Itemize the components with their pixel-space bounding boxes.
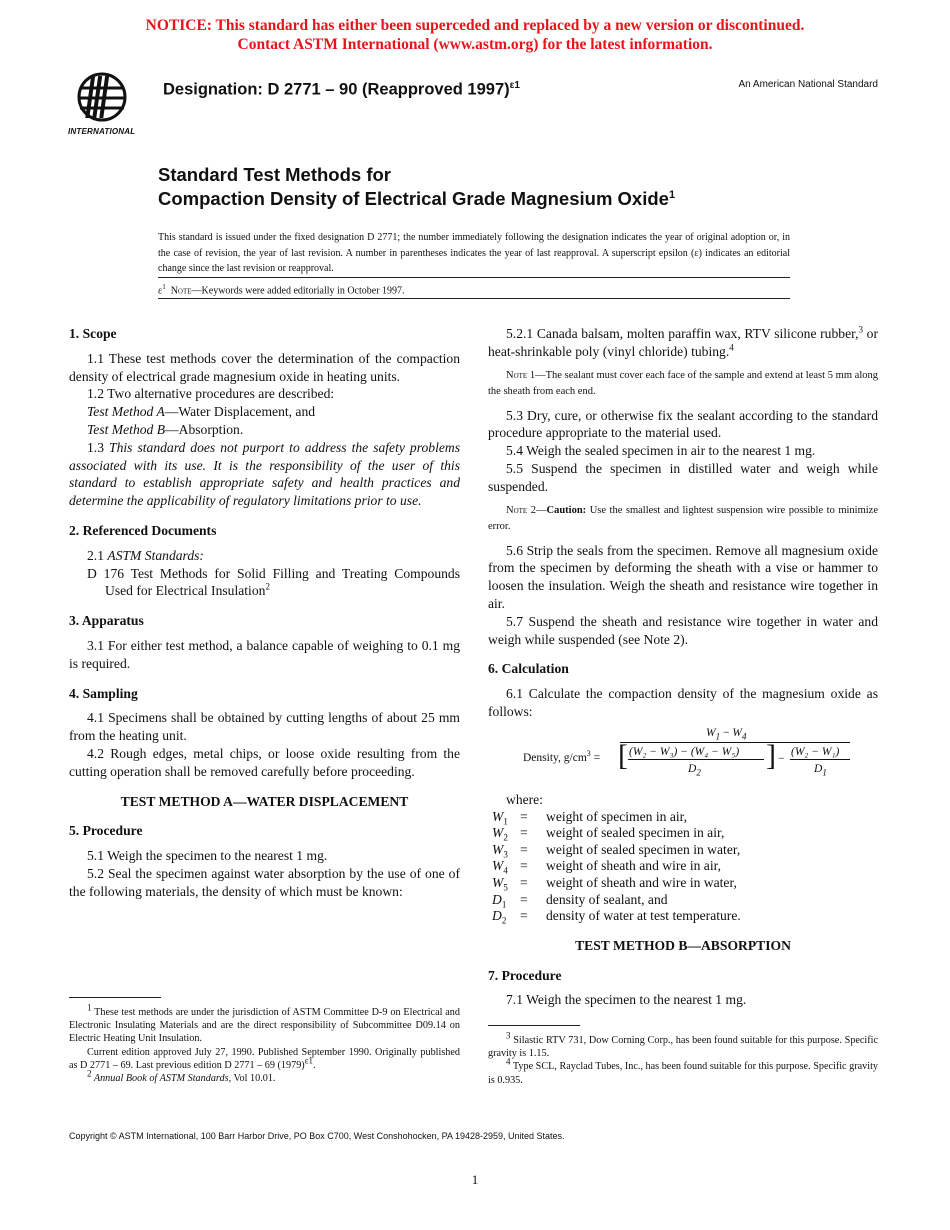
para-5-1: 5.1 Weigh the specimen to the nearest 1 mg. xyxy=(87,848,328,864)
variable-equals: = xyxy=(520,858,528,874)
footnote-1: $^1$ These test methods are under the jurisdiction of ASTM Committee D-9 on Electrical and Electronic Insulating Materials and are the direct responsibility of Subcommittee D09.14 on Electric Heating Unit Insulation. xyxy=(69,1002,460,1045)
discontinued-notice xyxy=(0,16,950,54)
section-4-heading: 4. Sampling xyxy=(69,685,138,701)
title-line-2: Compaction Density of Electrical Grade Magnesium Oxide$^1$ xyxy=(158,188,676,210)
variable-symbol: $W_5$ xyxy=(492,874,508,893)
variable-row xyxy=(492,908,741,925)
footnote-3: $^3$ Silastic RTV 731, Dow Corning Corp., has been found suitable for this purpose. Specific gravity is 1.15. xyxy=(488,1030,878,1060)
eq-label: Density, $g/cm^3$ = xyxy=(523,748,601,764)
variable-definitions xyxy=(492,809,741,925)
para-6-1: 6.1 Calculate the compaction density of the magnesium oxide as follows: xyxy=(488,686,878,719)
variable-row xyxy=(492,875,741,892)
logo-wordmark: INTERNATIONAL xyxy=(68,127,136,136)
variable-equals: = xyxy=(520,841,528,857)
eq-left-bracket: [ xyxy=(618,738,628,772)
para-5-2-1: 5.2.1 Canada balsam, molten paraffin wax, RTV silicone rubber,$^3$ or heat-shrinkable poly (vinyl chloride) tubing.$^4$ xyxy=(488,324,878,359)
variable-symbol: $D_2$ xyxy=(492,908,507,926)
method-b-heading: TEST METHOD B—ABSORPTION xyxy=(575,937,791,953)
variable-description: weight of sealed specimen in air, xyxy=(546,825,725,841)
variable-row xyxy=(492,825,741,842)
variable-symbol: $W_3$ xyxy=(492,841,508,860)
para-5-5: 5.5 Suspend the specimen in distilled water and weigh while suspended. xyxy=(488,460,878,494)
designation-text: Designation: D 2771 – 90 (Reapproved 1997) xyxy=(163,80,510,99)
variable-row xyxy=(492,858,741,875)
para-3-1: 3.1 For either test method, a balance capable of weighing to 0.1 mg is required. xyxy=(69,637,460,671)
notice-line-1: NOTICE: This standard has either been superceded and replaced by a new version or discontinued. xyxy=(145,17,805,34)
footnote-1-current-edition: Current edition approved July 27, 1990. Published September 1990. Originally published as D 2771 – 69. Last previous edition D 2771 – 69 $(1979)^{\varepsilon 1}$. xyxy=(69,1046,460,1071)
header-rule-top xyxy=(158,277,790,278)
footnote-rule-right xyxy=(488,1025,580,1026)
para-2-1: 2.1 ASTM Standards: xyxy=(87,547,204,563)
variable-description: density of water at test temperature. xyxy=(546,908,741,924)
american-national-standard-label: An American National Standard xyxy=(738,79,878,90)
eq-den2-bar xyxy=(790,759,850,760)
eq-den1-top: (W₂ − W₃) − (W₄ − W₅) xyxy=(629,745,740,758)
astm-logo xyxy=(66,70,152,140)
variable-row xyxy=(492,809,741,826)
variable-description: weight of sheath and wire in water, xyxy=(546,874,737,890)
variable-symbol: $W_1$ xyxy=(492,808,508,827)
variable-symbol: $W_4$ xyxy=(492,858,508,877)
left-column xyxy=(69,325,460,901)
eq-main-fraction-bar xyxy=(620,742,850,743)
variable-row xyxy=(492,842,741,859)
variable-symbol: $D_1$ xyxy=(492,891,507,910)
designation-epsilon: ε1 xyxy=(509,80,520,91)
footnote-4: $^4$ Type SCL, Rayclad Tubes, Inc., has been found suitable for this purpose. Specific gravity is 0.935. xyxy=(488,1057,878,1086)
variable-description: weight of specimen in air, xyxy=(546,808,688,824)
variable-description: density of sealant, and xyxy=(546,891,668,907)
eq-numerator: $W_1 - W_4$ xyxy=(706,726,747,742)
header-rule-bottom xyxy=(158,298,790,299)
note-1: Note 1—The sealant must cover each face of the sample and extend at least 5 mm along the sheath from each end. xyxy=(488,369,878,397)
section-7-heading: 7. Procedure xyxy=(488,967,562,983)
variable-equals: = xyxy=(520,908,528,924)
variable-equals: = xyxy=(520,891,528,907)
section-2-heading: 2. Referenced Documents xyxy=(69,522,217,538)
para-4-1: 4.1 Specimens shall be obtained by cutting lengths of about 25 mm from the heating unit. xyxy=(69,710,460,744)
variable-equals: = xyxy=(520,825,528,841)
para-5-6: 5.6 Strip the seals from the specimen. Remove all magnesium oxide from the specimen by deforming the sheath with a vise or hammer to loosen the insulation. Weigh the sheath and resistance wire together in air. xyxy=(488,542,878,611)
issuance-statement: This standard is issued under the fixed designation D 2771; the number immediately following the designation indicates the year of original adoption or, in the case of revision, the year of last revision. A number in parentheses indicates the year of last reapproval. A superscript epsilon (ε) indicates an editorial change since the last revision or reapproval. xyxy=(158,232,790,274)
note-2: Note 2—Caution: Use the smallest and lightest suspension wire possible to minimize error. xyxy=(488,504,879,532)
section-5-heading: 5. Procedure xyxy=(69,823,143,839)
footnote-2: $^2$ Annual Book of ASTM Standards, Vol 10.01. xyxy=(87,1068,276,1085)
method-a-heading: TEST METHOD A—WATER DISPLACEMENT xyxy=(120,793,409,809)
para-1-2: 1.2 Two alternative procedures are described: xyxy=(87,386,335,402)
variable-symbol: $W_2$ xyxy=(492,825,508,843)
section-3-heading: 3. Apparatus xyxy=(69,613,144,629)
para-4-2: 4.2 Rough edges, metal chips, or loose oxide resulting from the cutting operation shall be removed carefully before proceeding. xyxy=(69,745,460,779)
editorial-note: $\varepsilon^1$ Note—Keywords were added editorially in October 1997. xyxy=(158,283,405,297)
footnotes-right xyxy=(488,1030,878,1087)
where-label: where: xyxy=(506,791,543,807)
footnote-rule-left xyxy=(69,997,161,998)
title-line-1: Standard Test Methods for xyxy=(158,164,391,185)
variable-row xyxy=(492,892,741,909)
para-1-1: 1.1 These test methods cover the determination of the compaction density of electrical grade magnesium oxide in heating units. xyxy=(69,350,460,384)
eq-den1-bottom: $D_2$ xyxy=(688,762,701,778)
para-5-7: 5.7 Suspend the sheath and resistance wire together in water and weigh while suspended (see Note 2). xyxy=(488,613,878,647)
eq-right-bracket: ] xyxy=(766,738,776,772)
reference-d176: D 176 Test Methods for Solid Filling and Treating Compounds Used for Electrical Insulation$^2$ xyxy=(87,565,460,599)
para-5-3: 5.3 Dry, cure, or otherwise fix the sealant according to the standard procedure appropriate to the material used. xyxy=(488,407,878,441)
right-column xyxy=(488,325,878,1009)
eq-den2-bottom: $D_1$ xyxy=(814,762,827,778)
variable-equals: = xyxy=(520,808,528,824)
variable-description: weight of sheath and wire in air, xyxy=(546,858,721,874)
variable-description: weight of sealed specimen in water, xyxy=(546,841,741,857)
section-6-heading: 6. Calculation xyxy=(488,661,569,677)
para-5-2: 5.2 Seal the specimen against water absorption by the use of one of the following materials, the density of which must be known: xyxy=(69,865,460,899)
para-1-3: 1.3 This standard does not purport to address the safety problems associated with its use. It is the responsibility of the user of this standard to establish appropriate safety and health practices and determine the applicability of regulatory limitations prior to use. xyxy=(69,439,461,509)
eq-den2-top: (W₂ − W₁) xyxy=(791,745,840,758)
variable-equals: = xyxy=(520,874,528,890)
para-1-2-a: Test Method A—Water Displacement, and xyxy=(87,404,316,420)
copyright-line: Copyright © ASTM International, 100 Barr Harbor Drive, PO Box C700, West Conshohocken, PA 19428-2959, United States. xyxy=(69,1131,565,1141)
document-title xyxy=(158,164,675,209)
notice-line-2: Contact ASTM International (www.astm.org) for the latest information. xyxy=(237,36,713,53)
density-equation xyxy=(488,725,878,779)
para-5-4: 5.4 Weigh the sealed specimen in air to the nearest 1 mg. xyxy=(506,443,816,459)
eq-den1-bar xyxy=(628,759,764,760)
para-1-2-b: Test Method B—Absorption. xyxy=(87,421,244,437)
para-7-1: 7.1 Weigh the specimen to the nearest 1 mg. xyxy=(506,992,747,1008)
eq-den-minus: − xyxy=(778,752,785,765)
footnotes-left xyxy=(69,1002,460,1085)
designation xyxy=(163,80,520,100)
section-1-heading: 1. Scope xyxy=(69,326,117,341)
page-number: 1 xyxy=(471,1172,479,1187)
